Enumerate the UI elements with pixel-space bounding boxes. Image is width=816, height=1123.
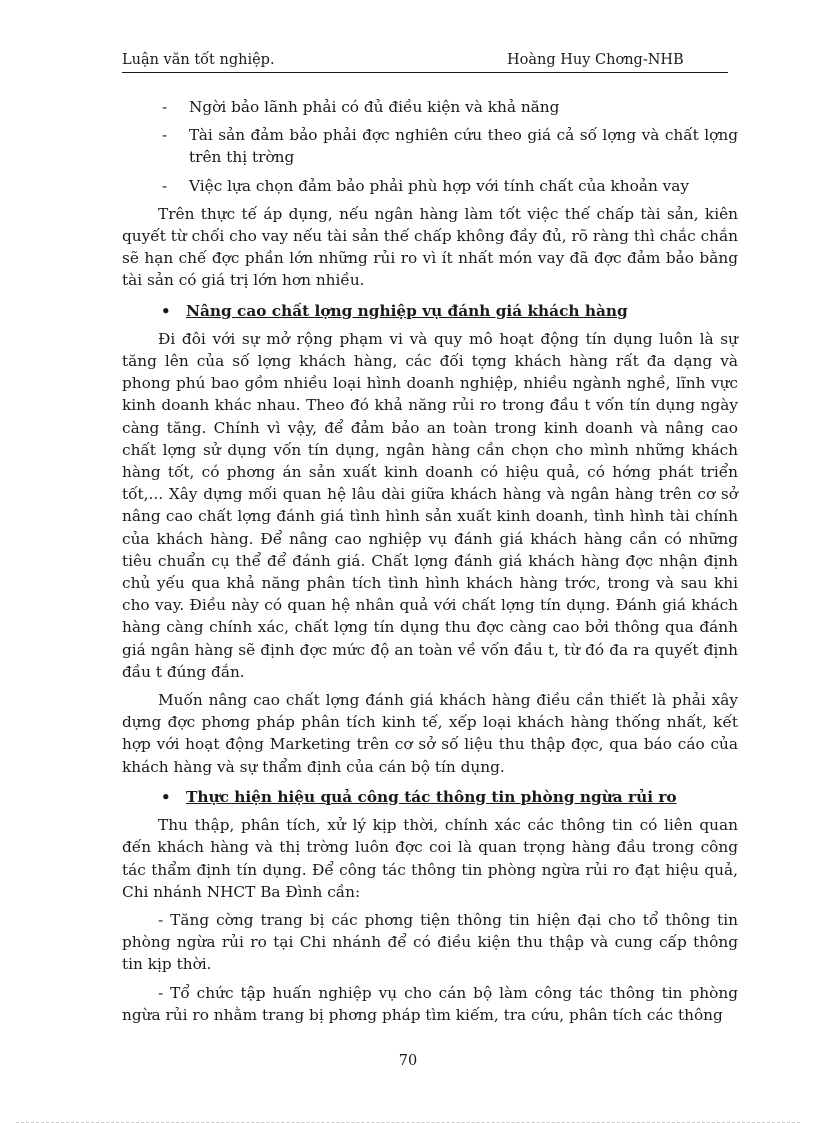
paragraph-collateral: Trên thực tế áp dụng, nếu ngân hàng làm tốt việc thế chấp tài sản, kiên quyết từ chối cho vay nếu tài sản thế chấp không đầy đủ, rõ ràng thì chắc chắn sẽ hạn chế đợc phần lớn những rủi ro vì ít nhất món vay đã đợc đảm bảo bằng tài sản có giá trị lớn hơn nhiều.	[122, 204, 738, 290]
paragraph-evaluation-method: Muốn nâng cao chất lợng đánh giá khách hàng điều cần thiết là phải xây dựng đợc phơng pháp phân tích kinh tế, xếp loại khách hàng thống nhất, kết hợp với hoạt động Marketing trên cơ sở số liệu thu thập đợc, qua báo cáo của khách hàng và sự thẩm định của cán bộ tín dụng.	[122, 691, 738, 776]
section-heading-risk-information	[122, 786, 738, 808]
bullet-icon: •	[161, 301, 171, 320]
page-number: 70	[398, 1053, 418, 1069]
heading-text: Thực hiện hiệu quả công tác thông tin phòng ngừa rủi ro	[186, 787, 677, 806]
list-item-text: Việc lựa chọn đảm bảo phải phù hợp với tính chất của khoản vay	[189, 176, 690, 195]
section-heading-customer-evaluation	[122, 300, 738, 322]
paragraph-equipment: - Tăng cờng trang bị các phơng tiện thông tin hiện đại cho tổ thông tin phòng ngừa rủi ro tại Chi nhánh để có điều kiện thu thập và cung cấp thông tin kịp thời.	[122, 910, 738, 974]
page-header	[122, 50, 728, 73]
page-body	[122, 96, 738, 1032]
paragraph-training: - Tổ chức tập huấn nghiệp vụ cho cán bộ làm công tác thông tin phòng ngừa rủi ro nhằm trang bị phơng pháp tìm kiếm, tra cứu, phân tích các thông	[122, 983, 738, 1024]
paragraph-customer-evaluation: Đi đôi với sự mở rộng phạm vi và quy mô hoạt động tín dụng luôn là sự tăng lên của số lợng khách hàng, các đối tợng khách hàng rất đa dạng và phong phú bao gồm nhiều loại hình doanh nghiệp, nhiều ngành nghề, lĩnh vực kinh doanh khác nhau. Theo đó khả năng rủi ro trong đầu t vốn tín dụng ngày càng tăng. Chính vì vậy, để đảm bảo an toàn trong kinh doanh và nâng cao chất lợng sử dụng vốn tín dụng, ngân hàng cần chọn cho mình những khách hàng tốt, có phơng án sản xuất kinh doanh có hiệu quả, có hớng phát triển tốt,... Xây dựng mối quan hệ lâu dài giữa khách hàng và ngân hàng trên cơ sở nâng cao chất lợng đánh giá tình hình sản xuất kinh doanh, tình hình tài chính của khách hàng. Để nâng cao nghiệp vụ đánh giá khách hàng cần có những tiêu chuẩn cụ thể để đánh giá. Chất lợng đánh giá khách hàng đợc nhận định chủ yếu qua khả năng phân tích tình hình khách hàng trớc, trong và sau khi cho vay. Điều này có quan hệ nhân quả với chất lợng tín dụng. Đánh giá khách hàng càng chính xác, chất lợng tín dụng thu đợc càng cao bởi thông qua đánh giá ngân hàng sẽ định đợc mức độ an toàn về vốn đầu t, từ đó đa ra quyết định đầu t đúng đắn.	[122, 329, 738, 681]
header-author: Hoàng Huy Chơng-NHB	[507, 52, 684, 68]
paragraph-information-gathering: Thu thập, phân tích, xử lý kịp thời, chính xác các thông tin có liên quan đến khách hàng và thị trờng luôn đợc coi là quan trọng hàng đầu trong công tác thẩm định tín dụng. Để công tác thông tin phòng ngừa rủi ro đạt hiệu quả, Chi nhánh NHCT Ba Đình cần:	[122, 816, 738, 901]
list-item	[122, 96, 738, 118]
list-item-text: Tài sản đảm bảo phải đợc nghiên cứu theo giá cả số lợng và chất lợng trên thị trờng	[189, 126, 738, 167]
dash-marker: -	[162, 98, 168, 116]
header-title: Luận văn tốt nghiệp.	[122, 52, 275, 68]
list-item	[122, 124, 738, 168]
bullet-icon: •	[161, 787, 171, 806]
list-item	[122, 175, 738, 197]
dash-marker: -	[162, 176, 168, 195]
list-item-text: Ngời bảo lãnh phải có đủ điều kiện và khả năng	[189, 98, 560, 116]
heading-text: Nâng cao chất lợng nghiệp vụ đánh giá khách hàng	[186, 301, 628, 320]
dash-marker: -	[162, 126, 168, 145]
